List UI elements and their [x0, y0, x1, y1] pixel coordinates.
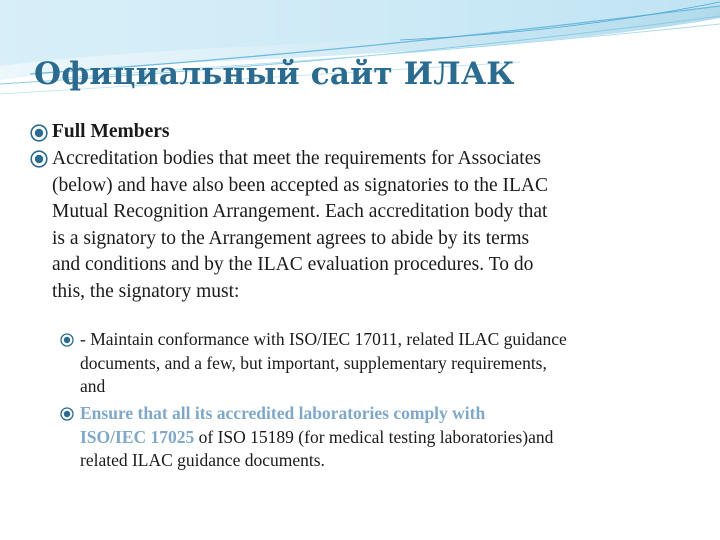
- bullet-accreditation-bodies: [30, 146, 710, 305]
- highlighted-text: Ensure that all its accredited laboratories comply with: [80, 403, 486, 423]
- target-bullet-icon: [60, 333, 74, 347]
- bullet-full-members: [30, 120, 170, 144]
- sub-bullet-ensure-laboratories: [60, 402, 710, 473]
- highlighted-standard: ISO/IEC 17025: [80, 426, 195, 447]
- target-bullet-icon: [30, 150, 48, 168]
- bullet-text: Ensure that all its accredited laboratories comply with ISO/IEC 17025 of ISO 15189 (for medical testing laboratories)and related ILAC guidance documents.: [80, 403, 554, 470]
- page-title: Официальный сайт ИЛАК: [34, 56, 515, 92]
- sub-bullet-maintain-conformance: [60, 328, 710, 399]
- bullet-text: Full Members: [52, 121, 170, 142]
- header-wave-decoration: [0, 0, 720, 110]
- target-bullet-icon: [30, 124, 48, 142]
- bullet-text: - Maintain conformance with ISO/IEC 17011, related ILAC guidance documents, and a few, but important, supplementary requirements, and: [80, 329, 567, 396]
- target-bullet-icon: [60, 407, 74, 421]
- bullet-text: Accreditation bodies that meet the requirements for Associates (below) and have also been accepted as signatories to the ILAC Mutual Recognition Arrangement. Each accreditation body that is a signatory to the Arrangement agrees to abide by its terms and conditions and by the ILAC evaluation procedures. To do this, the signatory must:: [52, 148, 548, 302]
